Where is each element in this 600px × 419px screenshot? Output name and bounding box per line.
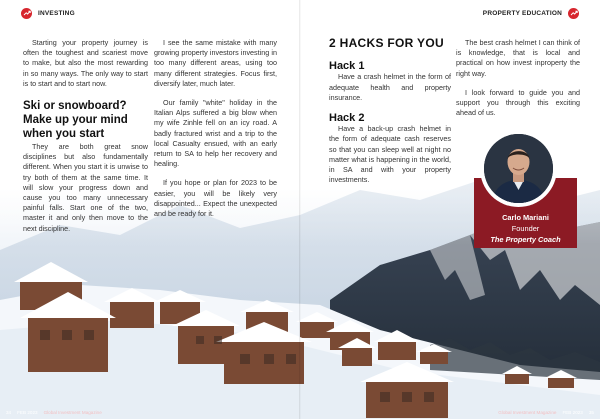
trending-up-icon	[21, 8, 32, 19]
body-paragraph: If you hope or plan for 2023 to be easier, you will be likely very disappointed... Expect the unexpected and be ready for it.	[154, 178, 277, 219]
section-header-right	[483, 6, 579, 20]
hack-1-text: Have a crash helmet in the form of adequate health and property insurance.	[329, 72, 451, 102]
intro-paragraph: Starting your property journey is often the toughest and scariest move to make, but also the most rewarding in so many ways. The only way to start is to start and to start now.	[23, 38, 148, 88]
article-column-1	[23, 38, 148, 234]
hack-2-title: Hack 2	[329, 112, 365, 125]
section-header-left	[21, 6, 75, 20]
author-company: The Property Coach	[490, 235, 561, 244]
author-role: Founder	[511, 224, 540, 233]
footer-left	[6, 410, 102, 415]
author-name: Carlo Mariani	[502, 213, 549, 222]
hacks-title: 2 HACKS FOR YOU	[329, 36, 444, 50]
article-column-2	[154, 38, 277, 219]
issue-date: FEB 2023	[562, 410, 583, 415]
trending-up-icon	[568, 8, 579, 19]
body-paragraph: I look forward to guide you and support you through this exciting ahead of us.	[456, 87, 580, 118]
section-label-property-education: PROPERTY EDUCATION	[482, 9, 562, 17]
section-label-investing: INVESTING	[38, 9, 75, 17]
footer-right	[498, 410, 594, 415]
magazine-name: Global Investment Magazine	[498, 410, 557, 415]
author-card-text	[474, 212, 577, 245]
article-column-3	[329, 38, 451, 185]
body-paragraph: The best crash helmet I can think of is knowledge, that is local and practical on how invest inproperty the right way.	[456, 38, 580, 78]
hack-1-title: Hack 1	[329, 60, 365, 73]
page-number: 35	[588, 410, 594, 415]
subheading-ski-or-snowboard: Ski or snowboard? Make up your mind when you start	[23, 100, 128, 141]
body-paragraph: They are both great snow disciplines but also fundamentally different. When you start it is unwise to try both of them at the same time. It will slow your progress down and cause you too many unnecessary painful falls. Start one of the two, master it and only then move to the next discipline.	[23, 142, 148, 233]
body-paragraph: I see the same mistake with many growing property investors investing in too many different areas, using too many different strategies. Focus first, diversify later, much later.	[154, 38, 277, 88]
article-column-4	[456, 38, 580, 118]
page-spine	[299, 0, 301, 419]
body-paragraph: Our family "white" holiday in the Italian Alps suffered a big blow when my wife Zinhle fell on an icy road. A badly fractured wrist and a trip to the local Casualty ensued, with an early return to SA to help her recovery and healing.	[154, 98, 277, 169]
avatar	[484, 134, 553, 203]
magazine-name: Global Investment Magazine	[43, 410, 102, 415]
hack-2-text: Have a back-up crash helmet in the form of adequate cash reserves so that you can sleep well at night no matter what is happening in the world, in SA and with your property investments.	[329, 124, 451, 185]
issue-date: FEB 2023	[17, 410, 38, 415]
page-number: 34	[6, 410, 12, 415]
